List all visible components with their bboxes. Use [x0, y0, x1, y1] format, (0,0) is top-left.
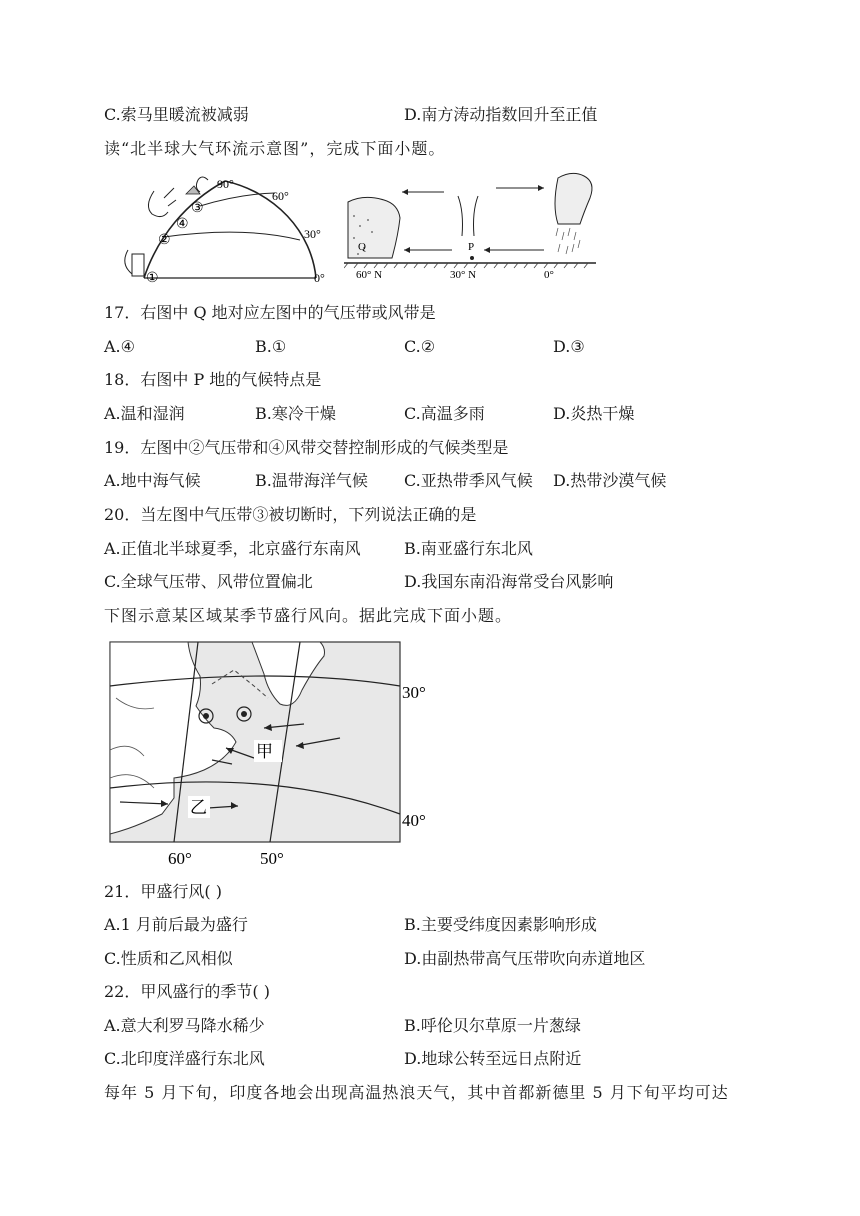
q18-option-c: C.高温多雨: [404, 404, 485, 423]
label-lon50: 50°: [260, 849, 284, 868]
q18-stem: 18．右图中 P 地的气候特点是: [104, 370, 322, 389]
intro-heatwave: 每年 5 月下旬，印度各地会出现高温热浪天气，其中首都新德里 5 月下旬平均可达: [104, 1083, 729, 1102]
circulation-left-diagram: [104, 166, 336, 290]
q20-option-c: C.全球气压带、风带位置偏北: [104, 572, 313, 591]
label-30: 30°: [304, 227, 321, 241]
q19-option-b: B.温带海洋气候: [255, 471, 368, 490]
q18-option-a: A.温和湿润: [104, 404, 185, 423]
q21-option-d: D.由副热带高气压带吹向赤道地区: [404, 949, 646, 968]
q20-option-a: A.正值北半球夏季，北京盛行东南风: [104, 539, 361, 558]
label-c3: ③: [191, 201, 204, 216]
q19-option-c: C.亚热带季风气候: [404, 471, 533, 490]
label-0n: 0°: [544, 269, 554, 281]
q19-option-a: A.地中海气候: [104, 471, 201, 490]
label-30n: 30° N: [450, 269, 477, 281]
q21-stem: 21．甲盛行风( ): [104, 882, 222, 901]
circulation-right-diagram: [344, 166, 600, 290]
q17-option-d: D.③: [553, 337, 585, 356]
intro-wind-map: 下图示意某区域某季节盛行风向。据此完成下面小题。: [104, 606, 513, 625]
q16-option-c: C.索马里暖流被减弱: [104, 105, 249, 124]
wind-map: [104, 638, 444, 870]
q21-option-c: C.性质和乙风相似: [104, 949, 233, 968]
q18-option-d: D.炎热干燥: [553, 404, 635, 423]
q22-option-a: A.意大利罗马降水稀少: [104, 1016, 265, 1035]
q22-option-d: D.地球公转至远日点附近: [404, 1049, 582, 1068]
label-jia: 甲: [256, 742, 273, 761]
q17-option-b: B.①: [255, 337, 287, 356]
label-c1: ①: [146, 271, 159, 286]
q20-option-d: D.我国东南沿海常受台风影响: [404, 572, 614, 591]
label-lon60: 60°: [168, 849, 192, 868]
q22-option-b: B.呼伦贝尔草原一片葱绿: [404, 1016, 581, 1035]
q18-option-b: B.寒冷干燥: [255, 404, 336, 423]
label-lat40: 40°: [402, 811, 426, 830]
label-yi: 乙: [190, 798, 207, 817]
q17-stem: 17．右图中 Q 地对应左图中的气压带或风带是: [104, 303, 436, 322]
label-c2: ②: [158, 233, 171, 248]
label-q: Q: [358, 241, 366, 253]
q16-option-d: D.南方涛动指数回升至正值: [404, 105, 598, 124]
q20-stem: 20．当左图中气压带③被切断时，下列说法正确的是: [104, 505, 477, 524]
q17-option-c: C.②: [404, 337, 436, 356]
q21-option-b: B.主要受纬度因素影响形成: [404, 915, 597, 934]
label-c4: ④: [176, 217, 189, 232]
intro-circulation: 读“北半球大气环流示意图”，完成下面小题。: [104, 139, 446, 158]
q19-option-d: D.热带沙漠气候: [553, 471, 667, 490]
q22-option-c: C.北印度洋盛行东北风: [104, 1049, 265, 1068]
q17-option-a: A.④: [104, 337, 135, 356]
label-0: 0°: [314, 271, 325, 285]
q21-option-a: A.1 月前后最为盛行: [104, 915, 248, 934]
label-p: P: [468, 241, 475, 253]
q20-option-b: B.南亚盛行东北风: [404, 539, 533, 558]
label-60: 60°: [272, 189, 289, 203]
q19-stem: 19．左图中②气压带和④风带交替控制形成的气候类型是: [104, 438, 509, 457]
label-60n: 60° N: [356, 269, 383, 281]
label-90: 90°: [217, 177, 234, 191]
label-lat30: 30°: [402, 683, 426, 702]
q22-stem: 22．甲风盛行的季节( ): [104, 982, 270, 1001]
